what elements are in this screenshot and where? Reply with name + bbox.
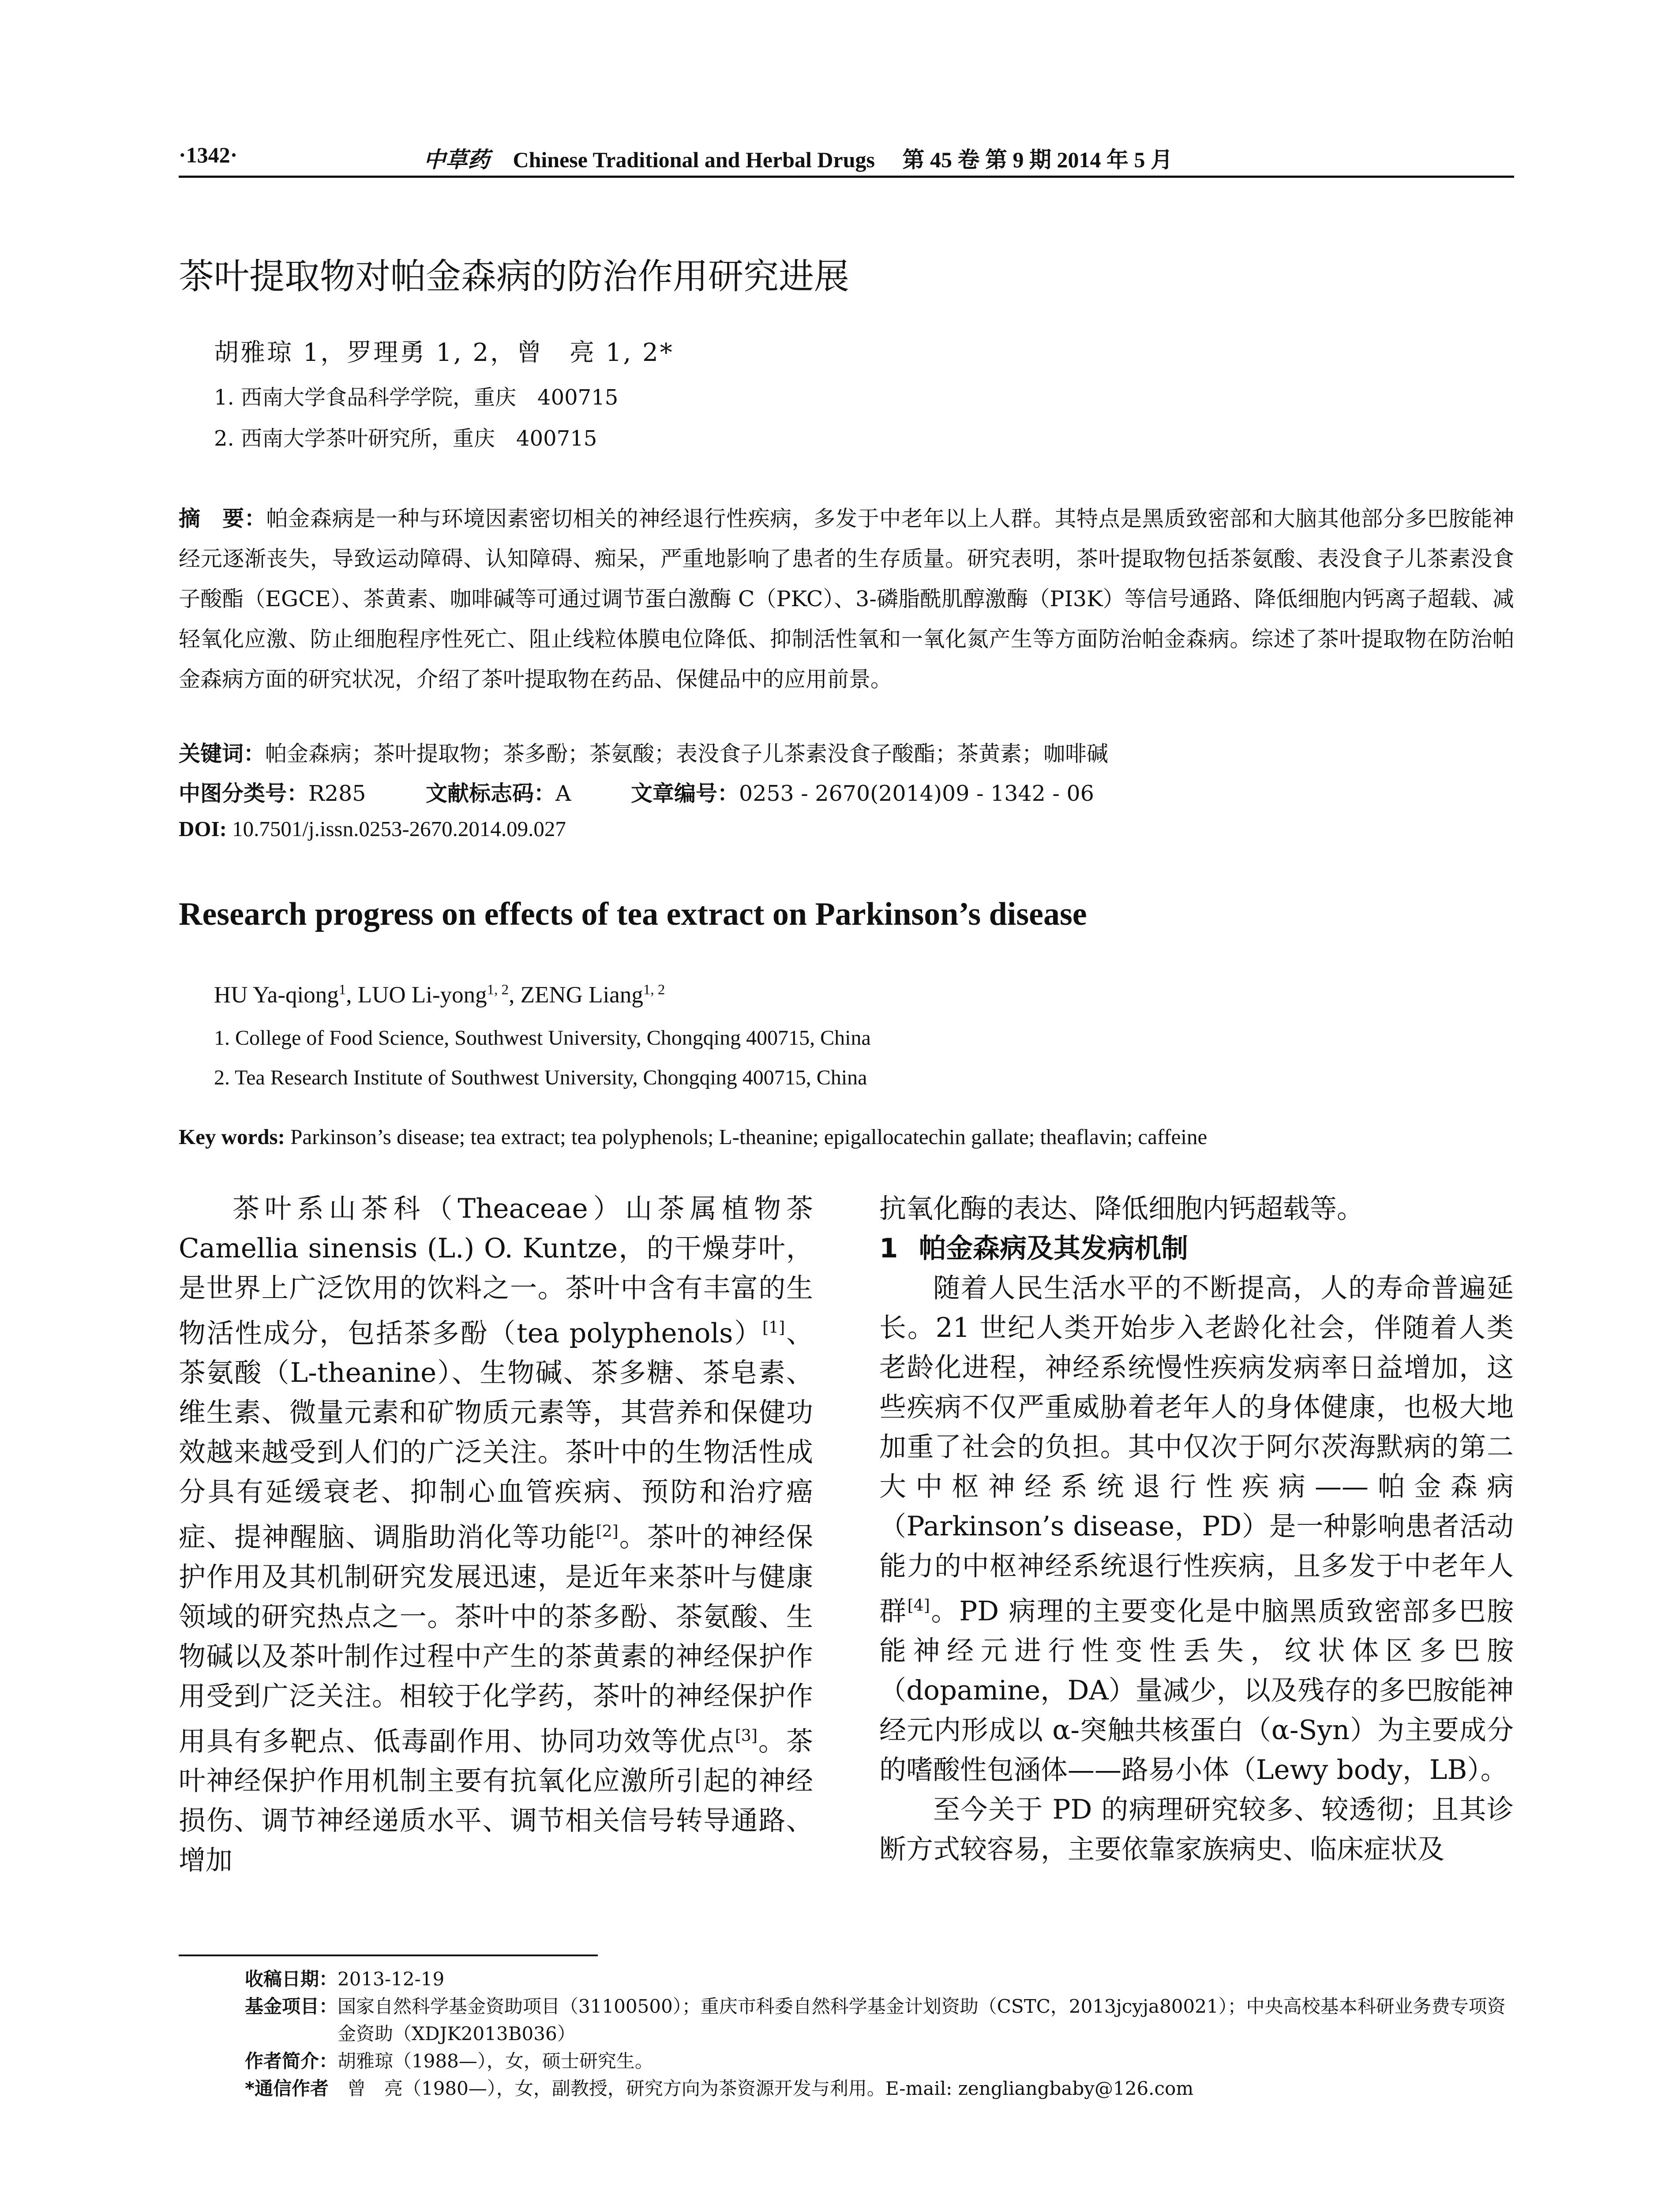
page-number: ·1342· <box>179 143 238 167</box>
affiliation-cn-1: 1. 西南大学食品科学学院，重庆 400715 <box>214 385 619 410</box>
footnote-text: 曾 亮（1980—），女，副教授，研究方向为茶资源开发与利用。E-mail: zengliangbaby@126.com <box>328 2078 1194 2099</box>
author-2: LUO Li-yong <box>357 982 487 1008</box>
journal-name-en: Chinese Traditional and Herbal Drugs <box>513 147 875 172</box>
affiliation-en-2: 2. Tea Research Institute of Southwest University, Chongqing 400715, China <box>214 1066 867 1089</box>
article-number-value: 0253 - 2670(2014)09 - 1342 - 06 <box>739 781 1094 806</box>
author-1: HU Ya-qiong <box>214 982 339 1008</box>
doi-line <box>179 816 566 841</box>
affiliation-en-1: 1. College of Food Science, Southwest University, Chongqing 400715, China <box>214 1026 871 1050</box>
running-header <box>424 142 1173 174</box>
paragraph-text: 茶叶系山茶科（Theaceae）山茶属植物茶 Camellia sinensis (L.) O. Kuntze，的干燥芽叶，是世界上广泛饮用的饮料之一。茶叶中含有丰富的生物活性成分，包括茶多酚（tea polyphenols） <box>179 1193 813 1349</box>
citation-4[interactable]: [4] <box>907 1597 930 1615</box>
abstract-text: 帕金森病是一种与环境因素密切相关的神经退行性疾病，多发于中老年以上人群。其特点是黑质致密部和大脑其他部分多巴胺能神经元逐渐丧失，导致运动障碍、认知障碍、痴呆，严重地影响了患者的生存质量。研究表明，茶叶提取物包括茶氨酸、表没食子儿茶素没食子酸酯（EGCE）、茶黄素、咖啡碱等可通过调节蛋白激酶 C（PKC）、3-磷脂酰肌醇激酶（PI3K）等信号通路、降低细胞内钙离子超载、减轻氧化应激、防止细胞程序性死亡、阻止线粒体膜电位降低、抑制活性氧和一氧化氮产生等方面防治帕金森病。综述了茶叶提取物在防治帕金森病方面的研究状况，介绍了茶叶提取物在药品、保健品中的应用前景。 <box>179 506 1514 692</box>
article-number-label: 文章编号： <box>631 781 739 806</box>
article-title-cn: 茶叶提取物对帕金森病的防治作用研究进展 <box>179 256 849 297</box>
authors-cn: 胡雅琼 1，罗理勇 1, 2，曾 亮 1, 2* <box>214 338 674 367</box>
body-column-left <box>179 1189 813 1880</box>
footnote-label: 作者简介： <box>245 2050 338 2072</box>
section-heading-1 <box>879 1229 1514 1268</box>
clc-value: R285 <box>308 781 366 806</box>
clc-label: 中图分类号： <box>179 781 309 806</box>
author-3-affil: 1, 2 <box>643 982 665 998</box>
citation-2[interactable]: [2] <box>596 1523 619 1541</box>
abstract <box>179 499 1514 699</box>
section-title: 帕金森病及其发病机制 <box>919 1233 1189 1264</box>
citation-1[interactable]: [1] <box>762 1319 785 1337</box>
doi-label: DOI: <box>179 817 227 841</box>
footnote-text: 国家自然科学基金资助项目（31100500）；重庆市科委自然科学基金计划资助（CSTC，2013jcyja80021）；中央高校基本科研业务费专项资金资助（XDJK2013B036） <box>338 1996 1506 2045</box>
paragraph-text: 。茶叶的神经保护作用及其机制研究发展迅速，是近年来茶叶与健康领域的研究热点之一。茶叶中的茶多酚、茶氨酸、生物碱以及茶叶制作过程中产生的茶黄素的神经保护作用受到广泛关注。相较于化学药，茶叶的神经保护作用具有多靶点、低毒副作用、协同功效等优点 <box>179 1521 813 1757</box>
affiliation-cn-2: 2. 西南大学茶叶研究所，重庆 400715 <box>214 426 597 451</box>
author-2-affil: 1, 2 <box>487 982 509 998</box>
header-rule <box>179 176 1514 178</box>
footnote-text: 2013-12-19 <box>338 1968 445 1990</box>
citation-3[interactable]: [3] <box>735 1726 758 1745</box>
body-paragraph-1 <box>179 1189 813 1880</box>
doi-value: 10.7501/j.issn.0253-2670.2014.09.027 <box>232 817 566 841</box>
footnote-received <box>245 1966 1514 1993</box>
keywords-cn <box>179 737 1514 768</box>
keywords-cn-label: 关键词： <box>179 741 266 766</box>
classification-line <box>179 777 1094 807</box>
section-number: 1 <box>879 1233 898 1264</box>
keywords-en-label: Key words: <box>179 1125 285 1149</box>
body-paragraph-3: 至今关于 PD 的病理研究较多、较透彻；且其诊断方式较容易，主要依靠家族病史、临床症状及 <box>879 1794 1514 1865</box>
paragraph-text: 、茶氨酸（L-theanine）、生物碱、茶多糖、茶皂素、维生素、微量元素和矿物质元素等，其营养和保健功效越来越受到人们的广泛关注。茶叶中的生物活性成分具有延缓衰老、抑制心血管疾病、预防和治疗癌症、提神醒脑、调脂助消化等功能 <box>179 1317 813 1553</box>
footnote-label: *通信作者 <box>245 2078 329 2099</box>
paragraph-text: 。茶叶神经保护作用机制主要有抗氧化应激所引起的神经损伤、调节神经递质水平、调节相关信号转导通路、增加 <box>179 1725 813 1876</box>
keywords-en-text: Parkinson’s disease; tea extract; tea polyphenols; L-theanine; epigallocatechin gallate; theaflavin; caffeine <box>290 1125 1208 1149</box>
author-1-affil: 1 <box>338 982 346 998</box>
footnote-author-bio <box>245 2048 1514 2075</box>
footnote-label: 收稿日期： <box>245 1968 338 1990</box>
doc-code-label: 文献标志码： <box>426 781 556 806</box>
doc-code-value: A <box>555 781 571 806</box>
journal-logo-cn: 中草药 <box>424 146 490 173</box>
keywords-cn-text: 帕金森病；茶叶提取物；茶多酚；茶氨酸；表没食子儿茶素没食子酸酯；茶黄素；咖啡碱 <box>265 741 1109 766</box>
footnote-rule <box>179 1955 598 1956</box>
keywords-en <box>179 1124 1207 1149</box>
footnote-corresponding-author <box>245 2075 1514 2102</box>
footnotes <box>245 1966 1514 2102</box>
footnote-text: 胡雅琼（1988—），女，硕士研究生。 <box>338 2050 653 2072</box>
paragraph-text: 随着人民生活水平的不断提高，人的寿命普遍延长。21 世纪人类开始步入老龄化社会，伴随着人类老龄化进程，神经系统慢性疾病发病率日益增加，这些疾病不仅严重威胁着老年人的身体健康，也极大地加重了社会的负担。其中仅次于阿尔茨海默病的第二大中枢神经系统退行性疾病——帕金森病（Parkinson’s disease，PD）是一种影响患者活动能力的中枢神经系统退行性疾病，且多发于中老年人群 <box>879 1272 1514 1627</box>
abstract-label: 摘 要： <box>179 506 266 531</box>
article-title-en: Research progress on effects of tea extract on Parkinson’s disease <box>179 896 1087 932</box>
authors-en: HU Ya-qiong$^1$, LUO Li-yong$^{1, 2}$, ZENG Liang$^{1, 2}$ <box>214 982 665 1008</box>
body-paragraph-2 <box>879 1268 1514 1790</box>
paragraph-text: 。PD 病理的主要变化是中脑黑质致密部多巴胺能神经元进行性变性丢失，纹状体区多巴胺（dopamine，DA）量减少，以及残存的多巴胺能神经元内形成以 α-突触共核蛋白（α-Syn）为主要成分的嗜酸性包涵体——路易小体（Lewy body，LB）。 <box>879 1595 1514 1786</box>
author-3: ZENG Liang <box>520 982 643 1008</box>
footnote-label: 基金项目： <box>245 1996 338 2017</box>
journal-issue: 第 45 卷 第 9 期 2014 年 5 月 <box>902 147 1173 172</box>
paragraph-continuation: 抗氧化酶的表达、降低细胞内钙超载等。 <box>879 1193 1364 1224</box>
body-column-right <box>879 1189 1514 1869</box>
footnote-funding <box>245 1993 1514 2048</box>
